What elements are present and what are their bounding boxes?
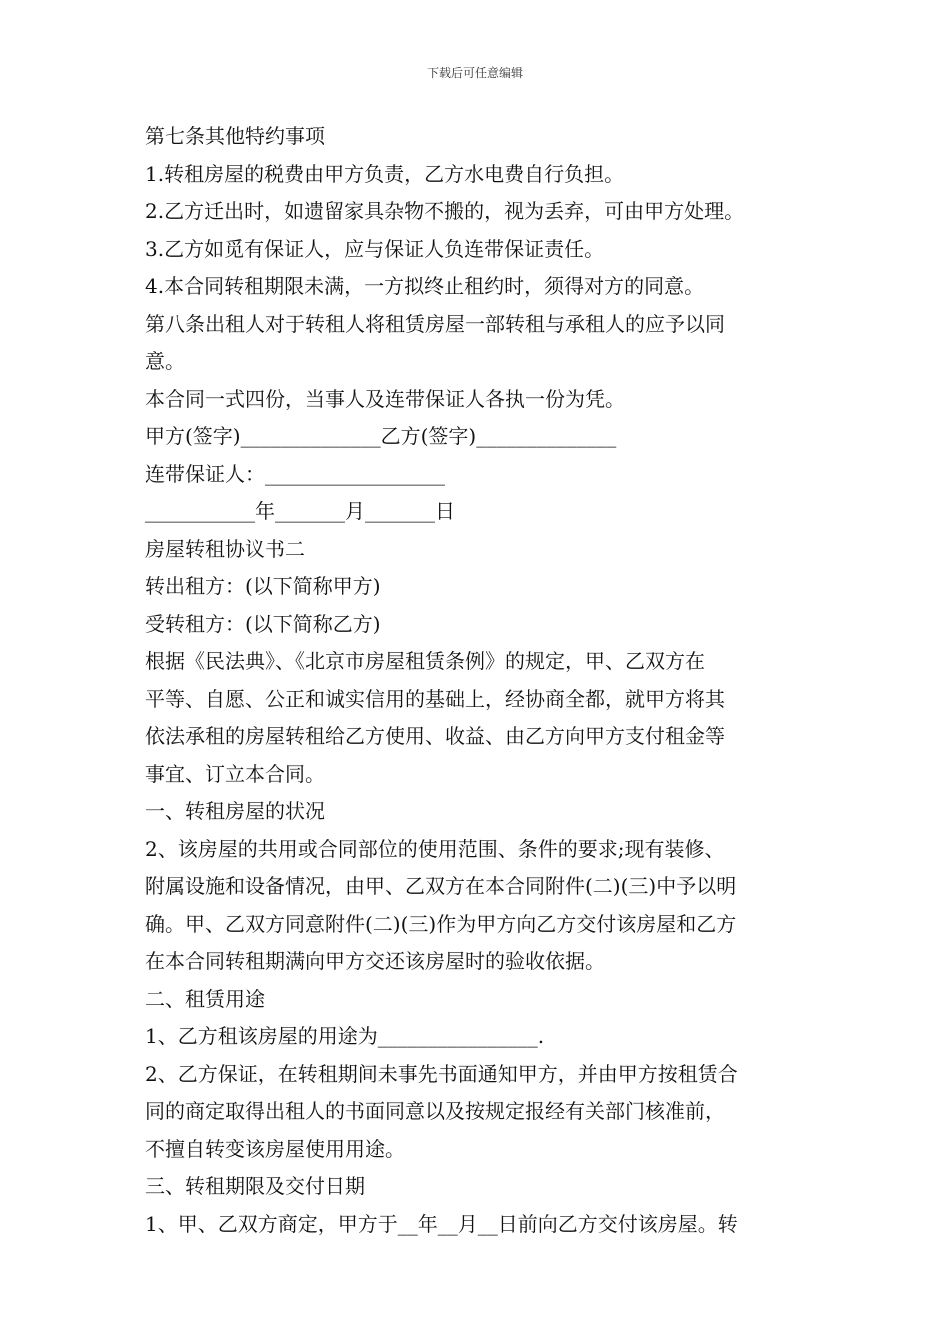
text-line: 同的商定取得出租人的书面同意以及按规定报经有关部门核准前， [145,1099,725,1123]
section-heading: 三、转租期限及交付日期 [145,1174,365,1198]
text-line: 根据《民法典》、《北京市房屋租赁条例》的规定，甲、乙双方在 [145,649,705,673]
text-line: 不擅自转变该房屋使用用途。 [145,1136,405,1161]
text-line: 1、甲、乙双方商定，甲方于__年__月__日前向乙方交付该房屋。转 [145,1211,738,1236]
text-line: 本合同一式四份，当事人及连带保证人各执一份为凭。 [145,386,625,411]
text-line: 意。 [145,349,185,373]
section-title: 房屋转租协议书二 [145,536,305,561]
text-line: 第七条其他特约事项 [145,124,325,148]
text-line: 受转租方：(以下简称乙方) [145,611,381,636]
text-line: 依法承租的房屋转租给乙方使用、收益、由乙方向甲方支付租金等 [145,724,725,748]
signature-line: 甲方(签字)______________乙方(签字)______________ [145,424,617,448]
text-line: 平等、自愿、公正和诚实信用的基础上，经协商全都，就甲方将其 [145,686,725,711]
text-line: 事宜、订立本合同。 [145,761,325,786]
text-line: 2、该房屋的共用或合同部位的使用范围、条件的要求;现有装修、 [145,836,725,861]
text-line: 在本合同转租期满向甲方交还该房屋时的验收依据。 [145,949,605,973]
date-line: ___________年_______月_______日 [145,499,455,523]
document-body [145,118,810,1243]
text-line: 1.转租房屋的税费由甲方负责，乙方水电费自行负担。 [145,161,625,186]
section-heading: 一、转租房屋的状况 [145,799,325,823]
text-line: 2.乙方迁出时，如遗留家具杂物不搬的，视为丢弃，可由甲方处理。 [145,199,745,223]
text-line: 确。甲、乙双方同意附件(二)(三)作为甲方向乙方交付该房屋和乙方 [145,911,737,936]
text-line: 第八条出租人对于转租人将租赁房屋一部转租与承租人的应予以同 [145,311,725,336]
text-line: 附属设施和设备情况，由甲、乙双方在本合同附件(二)(三)中予以明 [145,874,737,898]
text-line: 3.乙方如觅有保证人，应与保证人负连带保证责任。 [145,236,605,261]
section-heading: 二、租赁用途 [145,986,265,1011]
guarantor-line: 连带保证人：__________________ [145,461,445,486]
header-note: 下载后可任意编辑 [426,66,523,80]
text-line: 1、乙方租该房屋的用途为________________. [145,1024,545,1048]
text-line: 4.本合同转租期限未满，一方拟终止租约时，须得对方的同意。 [145,274,705,298]
text-line: 转出租方：(以下简称甲方) [145,574,381,598]
text-line: 2、乙方保证，在转租期间未事先书面通知甲方，并由甲方按租赁合 [145,1061,738,1086]
